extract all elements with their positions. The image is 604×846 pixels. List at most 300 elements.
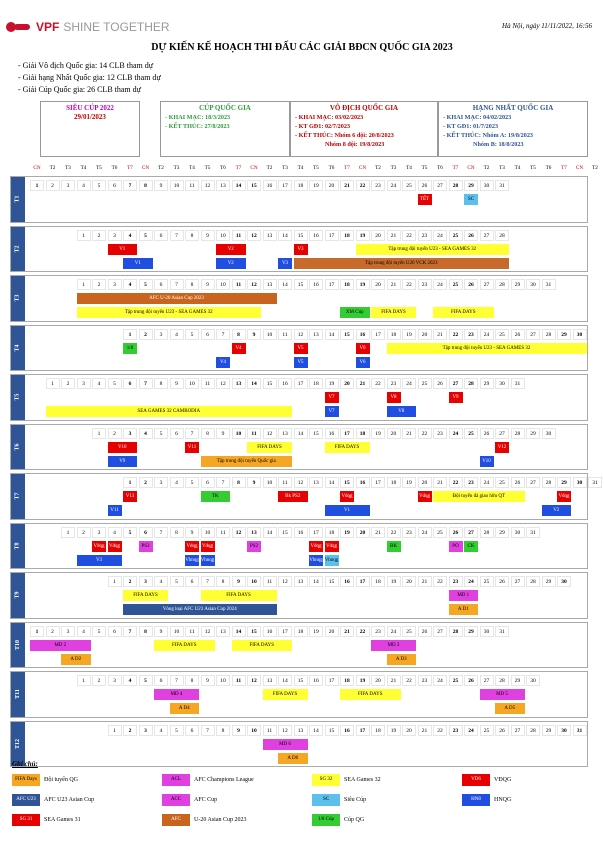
day-cell: 9 <box>201 230 215 241</box>
day-cell: 13 <box>309 329 323 340</box>
day-cell: 8 <box>170 527 184 538</box>
day-cell: 31 <box>542 279 556 290</box>
day-cell: 10 <box>216 230 230 241</box>
day-cell: 25 <box>449 230 463 241</box>
day-cell: 4 <box>154 576 168 587</box>
day-cell: 9 <box>247 477 261 488</box>
day-cell: 3 <box>108 230 122 241</box>
day-cell: 24 <box>387 626 401 637</box>
day-cell: 14 <box>294 428 308 439</box>
day-cell: 9 <box>247 329 261 340</box>
schedule-event: V3 <box>278 258 292 269</box>
day-cell: 10 <box>247 725 261 736</box>
legend-swatch: ACL <box>162 774 190 786</box>
day-cell: 11 <box>232 230 246 241</box>
day-cell: 5 <box>185 329 199 340</box>
day-cell: 19 <box>309 180 323 191</box>
schedule-event: A D6 <box>278 753 308 764</box>
day-cell: 13 <box>263 279 277 290</box>
day-cell: 30 <box>526 279 540 290</box>
legend-label: Siêu Cúp <box>344 797 367 803</box>
day-cell: 19 <box>371 428 385 439</box>
legend-swatch: SG 31 <box>12 814 40 826</box>
cup-end: - KẾT THÚC: 27/8/2023 <box>165 123 230 130</box>
day-cell: 1 <box>30 626 44 637</box>
day-cell: 2 <box>61 378 75 389</box>
day-cell: 6 <box>170 428 184 439</box>
day-cell: 6 <box>185 725 199 736</box>
weekday-header: CN <box>467 165 475 171</box>
day-cell: 15 <box>340 477 354 488</box>
day-cell: 2 <box>92 675 106 686</box>
day-cell: 22 <box>433 576 447 587</box>
day-cell: 27 <box>526 477 540 488</box>
legend-label: SEA Games 31 <box>44 817 81 823</box>
day-cell: 11 <box>278 329 292 340</box>
schedule-event: CK <box>464 541 478 552</box>
day-cell: 17 <box>325 230 339 241</box>
vpf-logo <box>6 20 170 34</box>
day-cell: 6 <box>108 626 122 637</box>
weekday-header: T7 <box>127 165 133 171</box>
weekday-header: T3 <box>173 165 180 171</box>
legend-label: SEA Games 32 <box>344 777 381 783</box>
day-cell: 7 <box>170 230 184 241</box>
schedule-event: MD 1 <box>449 590 479 601</box>
hnqg-title: HẠNG NHẤT QUỐC GIA <box>472 104 554 112</box>
day-cell: 19 <box>356 230 370 241</box>
vdqg-line-1: - KHAI MẠC: 03/02/2023 <box>295 114 364 121</box>
schedule-event: Vhnqg <box>325 555 339 566</box>
weekday-header: CN <box>575 165 584 171</box>
day-cell: 30 <box>480 180 494 191</box>
day-cell: 17 <box>294 378 308 389</box>
day-cell: 13 <box>294 576 308 587</box>
day-cell: 29 <box>557 329 571 340</box>
day-cell: 7 <box>216 477 230 488</box>
schedule-event: V2 <box>542 505 572 516</box>
day-cell: 17 <box>325 675 339 686</box>
day-cell: 5 <box>139 230 153 241</box>
day-cell: 26 <box>495 576 509 587</box>
day-cell: 8 <box>232 477 246 488</box>
schedule-event: Vdqg <box>185 541 199 552</box>
schedule-event: Tập trung đội tuyển Quốc gia <box>201 456 293 467</box>
day-cell: 28 <box>495 230 509 241</box>
day-cell: 3 <box>108 279 122 290</box>
day-cell: 26 <box>480 428 494 439</box>
day-cell: 10 <box>216 279 230 290</box>
vdqg-line-3: - KẾT THÚC: Nhóm 6 đội: 20/8/2023 <box>295 132 394 139</box>
day-cell: 3 <box>61 180 75 191</box>
day-cell: 12 <box>232 527 246 538</box>
day-cell: 11 <box>232 279 246 290</box>
day-cell: 13 <box>216 626 230 637</box>
schedule-event: Tập trung đội tuyển U20 VCK 2023 <box>294 258 510 269</box>
day-cell: 1 <box>92 428 106 439</box>
schedule-event: V5 <box>294 343 308 354</box>
day-cell: 6 <box>154 230 168 241</box>
legend-item <box>312 794 366 806</box>
summary-line-vdqg: - Giải Vô địch Quốc gia: 14 CLB tham dự <box>18 61 154 70</box>
day-cell: 10 <box>263 329 277 340</box>
schedule-event: V13 <box>123 491 137 502</box>
schedule-event: Tập trung đội tuyển U23 - SEA GAMES 32 <box>77 307 262 318</box>
schedule-event: FIFA DAYS <box>371 307 416 318</box>
day-cell: 9 <box>232 725 246 736</box>
day-cell: 4 <box>77 180 91 191</box>
schedule-event: V6 <box>356 357 370 368</box>
day-cell: 8 <box>139 180 153 191</box>
day-cell: 2 <box>46 180 60 191</box>
day-cell: 26 <box>433 378 447 389</box>
day-cell: 9 <box>232 576 246 587</box>
day-cell: 25 <box>418 378 432 389</box>
day-cell: 31 <box>573 725 587 736</box>
day-cell: 26 <box>418 626 432 637</box>
day-cell: 1 <box>108 725 122 736</box>
day-cell: 4 <box>92 378 106 389</box>
day-cell: 23 <box>449 725 463 736</box>
weekday-header: T4 <box>297 165 304 171</box>
schedule-event: MD 4 <box>154 689 199 700</box>
day-cell: 31 <box>526 527 540 538</box>
day-cell: 22 <box>402 675 416 686</box>
day-cell: 29 <box>542 725 556 736</box>
schedule-event: V6 <box>356 343 370 354</box>
day-cell: 7 <box>123 180 137 191</box>
day-cell: 24 <box>464 725 478 736</box>
schedule-event: V11 <box>108 505 122 516</box>
day-cell: 27 <box>449 378 463 389</box>
weekday-header: T2 <box>483 165 490 171</box>
month-label: T8 <box>11 524 25 569</box>
day-cell: 1 <box>61 527 75 538</box>
day-cell: 16 <box>263 626 277 637</box>
day-cell: 2 <box>139 477 153 488</box>
month-label: T2 <box>11 227 25 272</box>
day-cell: 18 <box>340 230 354 241</box>
schedule-event: V5 <box>294 357 308 368</box>
schedule-event: TẾT <box>418 194 432 205</box>
weekday-header: T7 <box>561 165 567 171</box>
day-cell: 14 <box>325 329 339 340</box>
day-cell: 23 <box>402 527 416 538</box>
vdqg-title: VÔ ĐỊCH QUỐC GIA <box>329 104 399 112</box>
legend-swatch: FIFA Days <box>12 774 40 786</box>
day-cell: 10 <box>170 180 184 191</box>
day-cell: 12 <box>247 230 261 241</box>
day-cell: 14 <box>278 675 292 686</box>
day-cell: 14 <box>278 230 292 241</box>
day-cell: 8 <box>154 378 168 389</box>
schedule-event: TK <box>201 491 231 502</box>
schedule-event: PS3 <box>139 541 153 552</box>
day-cell: 7 <box>170 279 184 290</box>
day-cell: 15 <box>294 279 308 290</box>
day-cell: 18 <box>356 428 370 439</box>
day-cell: 11 <box>185 626 199 637</box>
day-cell: 14 <box>278 279 292 290</box>
month-label: T4 <box>11 326 25 371</box>
day-cell: 11 <box>185 180 199 191</box>
day-cell: 19 <box>340 527 354 538</box>
day-cell: 30 <box>573 477 587 488</box>
day-cell: 23 <box>464 477 478 488</box>
day-cell: 1 <box>77 279 91 290</box>
day-cell: 21 <box>387 230 401 241</box>
day-cell: 9 <box>216 428 230 439</box>
legend-swatch: AFC <box>162 814 190 826</box>
day-cell: 5 <box>154 428 168 439</box>
legend-label: AFC Champions League <box>194 777 254 783</box>
legend-item <box>12 794 94 806</box>
day-cell: 30 <box>495 378 509 389</box>
day-cell: 18 <box>371 576 385 587</box>
day-cell: 18 <box>371 725 385 736</box>
weekday-header: T3 <box>390 165 397 171</box>
schedule-event: V4 <box>216 357 230 368</box>
schedule-event: A D5 <box>495 703 525 714</box>
schedule-event: Vhnqg <box>201 555 215 566</box>
day-cell: 19 <box>356 675 370 686</box>
weekday-header: T2 <box>266 165 273 171</box>
day-cell: 15 <box>340 329 354 340</box>
day-cell: 28 <box>495 279 509 290</box>
day-cell: 28 <box>511 428 525 439</box>
weekday-header: T4 <box>514 165 521 171</box>
schedule-event: BK <box>387 541 401 552</box>
day-cell: 4 <box>170 477 184 488</box>
day-cell: 26 <box>464 675 478 686</box>
month-label: T10 <box>11 623 25 668</box>
legend-swatch: 1/8 Cúp <box>312 814 340 826</box>
day-cell: 18 <box>309 378 323 389</box>
day-cell: 26 <box>449 527 463 538</box>
day-cell: 13 <box>278 428 292 439</box>
day-cell: 1 <box>46 378 60 389</box>
day-cell: 29 <box>542 576 556 587</box>
day-cell: 23 <box>433 428 447 439</box>
day-cell: 19 <box>356 279 370 290</box>
day-cell: 1 <box>77 675 91 686</box>
day-cell: 1 <box>108 576 122 587</box>
day-cell: 31 <box>495 626 509 637</box>
day-cell: 9 <box>154 180 168 191</box>
day-cell: 7 <box>123 626 137 637</box>
schedule-event: Tập trung đội tuyển U23 - SEA GAMES 32 <box>387 343 587 354</box>
schedule-event: MD 3 <box>371 640 416 651</box>
day-cell: 6 <box>201 329 215 340</box>
schedule-event: Vdqg <box>309 541 323 552</box>
legend-item <box>462 774 511 786</box>
day-cell: 6 <box>123 378 137 389</box>
schedule-event: SC <box>464 194 478 205</box>
day-cell: 2 <box>123 725 137 736</box>
day-cell: 17 <box>278 180 292 191</box>
weekday-header: T5 <box>421 165 428 171</box>
day-cell: 25 <box>480 576 494 587</box>
day-cell: 16 <box>340 576 354 587</box>
day-cell: 4 <box>108 527 122 538</box>
day-cell: 17 <box>371 477 385 488</box>
day-cell: 14 <box>325 477 339 488</box>
day-cell: 13 <box>232 378 246 389</box>
day-cell: 27 <box>511 576 525 587</box>
day-cell: 20 <box>371 230 385 241</box>
day-cell: 19 <box>402 329 416 340</box>
day-cell: 4 <box>170 329 184 340</box>
schedule-event: V2 <box>216 258 246 269</box>
day-cell: 4 <box>139 428 153 439</box>
supercup-date: 29/01/2023 <box>74 113 106 121</box>
weekday-header: T7 <box>235 165 242 171</box>
schedule-event: 1/8 <box>123 343 137 354</box>
day-cell: 8 <box>139 626 153 637</box>
day-cell: 27 <box>480 230 494 241</box>
day-cell: 15 <box>247 626 261 637</box>
day-cell: 28 <box>495 675 509 686</box>
logo-tagline: SHINE TOGETHER <box>63 20 170 34</box>
day-cell: 23 <box>371 626 385 637</box>
day-cell: 22 <box>371 378 385 389</box>
info-hnqg <box>438 101 588 157</box>
day-cell: 30 <box>480 626 494 637</box>
schedule-event: FIFA DAYS <box>154 640 215 651</box>
legend-item <box>162 794 217 806</box>
weekday-header: CN <box>358 165 367 171</box>
logo-text: VPF <box>36 20 60 34</box>
day-cell: 28 <box>526 576 540 587</box>
day-cell: 29 <box>511 675 525 686</box>
day-cell: 16 <box>278 378 292 389</box>
day-cell: 13 <box>216 180 230 191</box>
legend-label: U-20 Asian Cup 2023 <box>194 817 247 823</box>
month-label: T7 <box>11 474 25 519</box>
legend-label: HNQG <box>494 797 512 803</box>
summary-line-hnqg: - Giải hạng Nhất Quốc gia: 12 CLB tham dự <box>18 73 161 82</box>
day-cell: 12 <box>247 675 261 686</box>
day-cell: 20 <box>402 725 416 736</box>
day-cell: 5 <box>170 725 184 736</box>
legend-label: AFC Cup <box>194 797 218 803</box>
league-summary <box>18 60 161 96</box>
day-cell: 28 <box>542 477 556 488</box>
day-cell: 13 <box>263 675 277 686</box>
day-cell: 24 <box>433 675 447 686</box>
day-cell: 30 <box>526 675 540 686</box>
day-cell: 29 <box>464 626 478 637</box>
schedule-event: V9 <box>108 456 138 467</box>
day-cell: 23 <box>464 329 478 340</box>
day-cell: 6 <box>139 527 153 538</box>
day-cell: 16 <box>294 527 308 538</box>
day-cell: 28 <box>464 378 478 389</box>
day-cell: 7 <box>201 576 215 587</box>
day-cell: 11 <box>263 576 277 587</box>
day-cell: 13 <box>247 527 261 538</box>
day-cell: 17 <box>325 279 339 290</box>
day-cell: 31 <box>588 477 602 488</box>
day-cell: 11 <box>232 675 246 686</box>
day-cell: 16 <box>356 477 370 488</box>
weekday-header: T2 <box>49 165 56 171</box>
weekday-header: CN <box>33 165 41 171</box>
day-cell: 25 <box>495 477 509 488</box>
day-cell: 14 <box>263 527 277 538</box>
day-cell: 28 <box>526 725 540 736</box>
day-cell: 25 <box>449 675 463 686</box>
schedule-event: MD 6 <box>263 739 308 750</box>
schedule-event: V8 <box>387 406 417 417</box>
schedule-event: Vdqg <box>108 541 122 552</box>
day-cell: 17 <box>278 626 292 637</box>
day-cell: 4 <box>154 725 168 736</box>
schedule-event: Đội tuyển đá giao hữu QT <box>433 491 525 502</box>
day-cell: 23 <box>387 378 401 389</box>
day-cell: 10 <box>216 675 230 686</box>
day-cell: 26 <box>495 725 509 736</box>
weekday-header: T6 <box>220 165 226 171</box>
info-vdqg <box>290 101 438 157</box>
day-cell: 20 <box>418 329 432 340</box>
day-cell: 24 <box>480 329 494 340</box>
day-cell: 9 <box>170 378 184 389</box>
day-cell: 13 <box>263 230 277 241</box>
day-cell: 2 <box>123 576 137 587</box>
schedule-event: V10 <box>480 456 494 467</box>
day-cell: 16 <box>263 180 277 191</box>
day-cell: 20 <box>418 477 432 488</box>
day-cell: 10 <box>247 576 261 587</box>
day-cell: 21 <box>340 626 354 637</box>
day-cell: 24 <box>433 279 447 290</box>
schedule-event: FIFA DAYS <box>247 442 292 453</box>
day-cell: 30 <box>557 725 571 736</box>
day-cell: 16 <box>356 329 370 340</box>
schedule-event: Vhnqg <box>185 555 199 566</box>
schedule-event: A D4 <box>170 703 200 714</box>
weekday-header: T3 <box>282 165 288 171</box>
day-cell: 3 <box>139 725 153 736</box>
weekday-header: CN <box>250 165 258 171</box>
day-cell: 4 <box>77 626 91 637</box>
legend-label: VĐQG <box>494 777 512 783</box>
month-label: T11 <box>11 672 25 717</box>
day-cell: 2 <box>92 279 106 290</box>
day-cell: 2 <box>92 230 106 241</box>
weekday-header: T6 <box>328 165 335 171</box>
day-cell: 10 <box>170 626 184 637</box>
weekday-header: T5 <box>204 165 211 171</box>
day-cell: 7 <box>185 428 199 439</box>
weekday-header: T6 <box>111 165 118 171</box>
day-cell: 10 <box>201 527 215 538</box>
day-cell: 20 <box>325 626 339 637</box>
day-cell: 21 <box>418 576 432 587</box>
schedule-event: Vdqg <box>201 541 215 552</box>
day-cell: 8 <box>185 279 199 290</box>
schedule-event: Vòng loại AFC U23 Asian Cup 2024 <box>123 604 277 615</box>
day-cell: 15 <box>294 230 308 241</box>
day-cell: 22 <box>418 428 432 439</box>
day-cell: 12 <box>294 477 308 488</box>
schedule-event: Vdqg <box>418 491 432 502</box>
legend-item <box>162 814 247 826</box>
day-cell: 29 <box>511 279 525 290</box>
day-cell: 20 <box>340 378 354 389</box>
day-cell: 5 <box>92 626 106 637</box>
